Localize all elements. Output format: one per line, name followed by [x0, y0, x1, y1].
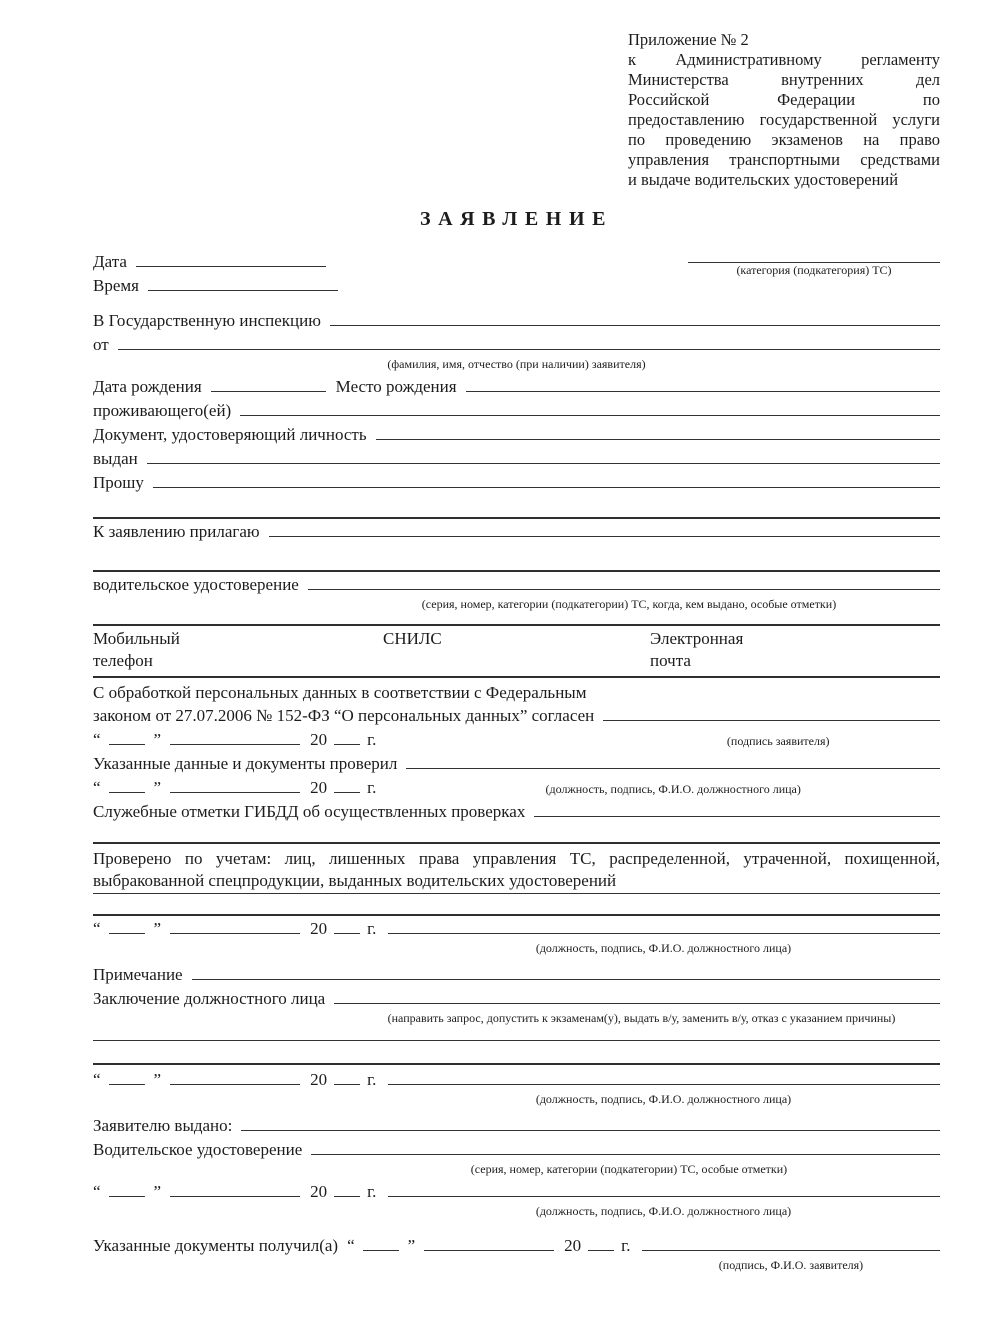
- year-prefix: 20: [310, 1182, 328, 1202]
- year-prefix: 20: [310, 778, 328, 798]
- birth-field-row: [93, 376, 940, 399]
- open-quote: “: [93, 919, 101, 939]
- year-blank-line: [334, 744, 360, 745]
- issued-field-row: [93, 448, 940, 471]
- birth-place-label: Место рождения: [335, 377, 457, 396]
- conclusion-blank-line: [334, 1002, 940, 1004]
- open-quote: “: [347, 1236, 355, 1256]
- dl-issued-blank-line: [311, 1153, 940, 1155]
- conclusion-caption: (направить запрос, допустить к экзаменам(у), выдать в/у, заменить в/у, отказ с указанием причины): [387, 1011, 896, 1026]
- year-suffix: г.: [367, 1182, 377, 1202]
- year-blank-line: [588, 1250, 614, 1251]
- date-label: Дата: [93, 252, 127, 271]
- year-suffix: г.: [621, 1236, 631, 1256]
- checked-records-line2-row: [93, 870, 940, 894]
- open-quote: “: [93, 730, 101, 750]
- request-label: Прошу: [93, 473, 144, 492]
- close-quote: ”: [153, 1182, 162, 1202]
- official-signature-blank-line: [388, 932, 940, 934]
- checks-continuation-line: [93, 914, 940, 916]
- official-signature-blank-line: [388, 1083, 940, 1085]
- issued-to-field-row: [93, 1115, 940, 1138]
- annex-line: предоставлению государственной услуги: [628, 110, 940, 129]
- year-blank-line: [334, 933, 360, 934]
- residing-label: проживающего(ей): [93, 401, 232, 420]
- email-label-line1: Электронная: [650, 629, 744, 648]
- applicant-signature-blank-line: [642, 1249, 940, 1251]
- close-quote: ”: [153, 778, 162, 798]
- date-field-row: [93, 251, 433, 274]
- month-blank-line: [170, 744, 300, 745]
- from-field-row: [93, 334, 940, 357]
- month-blank-line: [170, 933, 300, 934]
- conclusion-label: Заключение должностного лица: [93, 989, 326, 1009]
- dl-issued-date-row: [93, 1181, 940, 1204]
- dl-issued-label: Водительское удостоверение: [93, 1140, 303, 1160]
- category-caption: (категория (подкатегория) ТС): [736, 263, 892, 277]
- annex-reference: [628, 30, 940, 190]
- form-title: ЗАЯВЛЕНИЕ: [419, 208, 614, 230]
- consent-signature-blank-line: [603, 719, 940, 721]
- year-suffix: г.: [367, 778, 377, 798]
- day-blank-line: [109, 1196, 145, 1197]
- snils-label: СНИЛС: [383, 629, 442, 648]
- annex-line: к Административному регламенту: [628, 50, 940, 69]
- request-blank-line: [153, 486, 940, 488]
- mobile-label-line2: телефон: [93, 651, 153, 670]
- issued-to-label: Заявителю выдано:: [93, 1116, 233, 1136]
- issued-blank-line: [147, 462, 940, 464]
- conclusion-field-row: [93, 988, 940, 1011]
- close-quote: ”: [153, 730, 162, 750]
- gibdd-marks-label: Служебные отметки ГИБДД об осуществленных проверках: [93, 802, 526, 822]
- open-quote: “: [93, 1182, 101, 1202]
- official-caption: (должность, подпись, Ф.И.О. должностного лица): [535, 941, 792, 956]
- gibdd-continuation-line: [93, 842, 940, 844]
- docs-received-row: [93, 1235, 940, 1258]
- year-suffix: г.: [367, 730, 377, 750]
- dl-issued-field-row: [93, 1139, 940, 1162]
- birth-date-label: Дата рождения: [93, 377, 202, 396]
- note-field-row: [93, 964, 940, 987]
- year-prefix: 20: [310, 730, 328, 750]
- day-blank-line: [109, 1084, 145, 1085]
- year-blank-line: [334, 792, 360, 793]
- consent-date-row: [93, 729, 940, 752]
- annex-line: Приложение № 2: [628, 30, 749, 49]
- dl-issued-caption: (серия, номер, категории (подкатегории) ТС, особые отметки): [470, 1162, 788, 1177]
- category-field: [688, 261, 940, 278]
- note-blank-line: [192, 978, 940, 980]
- applicant-signature-caption: (подпись заявителя): [726, 734, 830, 749]
- mobile-label-line1: Мобильный: [93, 629, 180, 648]
- day-blank-line: [109, 933, 145, 934]
- checks-date-row: [93, 918, 940, 941]
- gibdd-marks-blank-line: [534, 815, 940, 817]
- docs-received-label: Указанные документы получил(а): [93, 1236, 339, 1256]
- driver-license-label: водительское удостоверение: [93, 575, 299, 594]
- driver-license-blank-line: [308, 588, 940, 590]
- driver-license-caption: (серия, номер, категории (подкатегории) ТС, когда, кем выдано, особые отметки): [421, 597, 837, 611]
- official-caption: (должность, подпись, Ф.И.О. должностного лица): [545, 782, 801, 797]
- note-label: Примечание: [93, 965, 183, 985]
- issued-to-blank-line: [241, 1129, 940, 1131]
- annex-line: Российской Федерации по: [628, 90, 940, 109]
- annex-line: по проведению экзаменов на право: [628, 130, 940, 149]
- inspection-blank-line: [330, 324, 940, 326]
- verified-by-blank-line: [406, 767, 940, 769]
- gibdd-marks-field-row: [93, 801, 940, 824]
- birth-place-blank-line: [466, 390, 940, 392]
- snils-field: [383, 628, 650, 672]
- year-prefix: 20: [310, 1070, 328, 1090]
- open-quote: “: [93, 778, 101, 798]
- checked-records-line1: Проверено по учетам: лиц, лишенных права управления ТС, распределенной, утраченной, похищенной,: [93, 849, 940, 869]
- official-caption: (должность, подпись, Ф.И.О. должностного лица): [535, 1204, 792, 1219]
- applicant-sign-caption: (подпись, Ф.И.О. заявителя): [718, 1258, 864, 1273]
- identity-doc-label: Документ, удостоверяющий личность: [93, 425, 367, 444]
- from-label: от: [93, 335, 109, 354]
- date-blank-line: [136, 266, 326, 267]
- day-blank-line: [109, 792, 145, 793]
- attachments-label: К заявлению прилагаю: [93, 522, 260, 541]
- conclusion-continuation-line-2: [93, 1063, 940, 1065]
- from-blank-line: [118, 348, 940, 350]
- month-blank-line: [170, 792, 300, 793]
- email-label-line2: почта: [650, 651, 691, 670]
- contacts-strip: [93, 624, 940, 678]
- residing-field-row: [93, 400, 940, 423]
- checked-records-line2: выбракованной спецпродукции, выданных водительских удостоверений: [93, 871, 617, 891]
- close-quote: ”: [407, 1236, 416, 1256]
- time-blank-line: [148, 290, 338, 291]
- verified-date-row: [93, 777, 940, 800]
- year-blank-line: [334, 1084, 360, 1085]
- verified-by-field-row: [93, 753, 940, 776]
- month-blank-line: [424, 1250, 554, 1251]
- consent-text-line1: С обработкой персональных данных в соответствии с Федеральным: [93, 683, 587, 702]
- year-prefix: 20: [564, 1236, 582, 1256]
- conclusion-date-row: [93, 1069, 940, 1092]
- identity-doc-blank-line: [376, 438, 940, 440]
- year-suffix: г.: [367, 1070, 377, 1090]
- close-quote: ”: [153, 1070, 162, 1090]
- inspection-label: В Государственную инспекцию: [93, 311, 321, 330]
- birth-date-blank-line: [211, 391, 326, 392]
- month-blank-line: [170, 1196, 300, 1197]
- time-label: Время: [93, 276, 139, 295]
- email-field: [650, 628, 940, 672]
- attachments-continuation-line: [93, 570, 940, 572]
- consent-text-line2: законом от 27.07.2006 № 152-ФЗ “О персональных данных” согласен: [93, 706, 595, 726]
- driver-license-field-row: [93, 574, 940, 597]
- time-field-row: [93, 275, 433, 298]
- attachments-blank-line: [269, 535, 940, 537]
- open-quote: “: [93, 1070, 101, 1090]
- inspection-field-row: [93, 310, 940, 333]
- verified-by-label: Указанные данные и документы проверил: [93, 754, 398, 774]
- month-blank-line: [170, 1084, 300, 1085]
- official-signature-blank-line: [388, 1195, 940, 1197]
- annex-line: управления транспортными средствами: [628, 150, 940, 169]
- issued-label: выдан: [93, 449, 138, 468]
- residing-blank-line: [240, 414, 940, 416]
- mobile-phone-field: [93, 628, 383, 672]
- annex-line: и выдаче водительских удостоверений: [628, 170, 899, 189]
- year-blank-line: [334, 1196, 360, 1197]
- consent-field-row: [93, 705, 940, 728]
- date-time-category-block: [93, 250, 940, 298]
- annex-line: Министерства внутренних дел: [628, 70, 940, 89]
- year-suffix: г.: [367, 919, 377, 939]
- request-field-row: [93, 472, 940, 495]
- applicant-name-caption: (фамилия, имя, отчество (при наличии) заявителя): [387, 357, 646, 371]
- conclusion-continuation-line-1: [93, 1040, 940, 1041]
- identity-doc-field-row: [93, 424, 940, 447]
- request-continuation-line: [93, 517, 940, 519]
- close-quote: ”: [153, 919, 162, 939]
- year-prefix: 20: [310, 919, 328, 939]
- attachments-field-row: [93, 521, 940, 544]
- day-blank-line: [363, 1250, 399, 1251]
- official-caption: (должность, подпись, Ф.И.О. должностного лица): [535, 1092, 792, 1107]
- day-blank-line: [109, 744, 145, 745]
